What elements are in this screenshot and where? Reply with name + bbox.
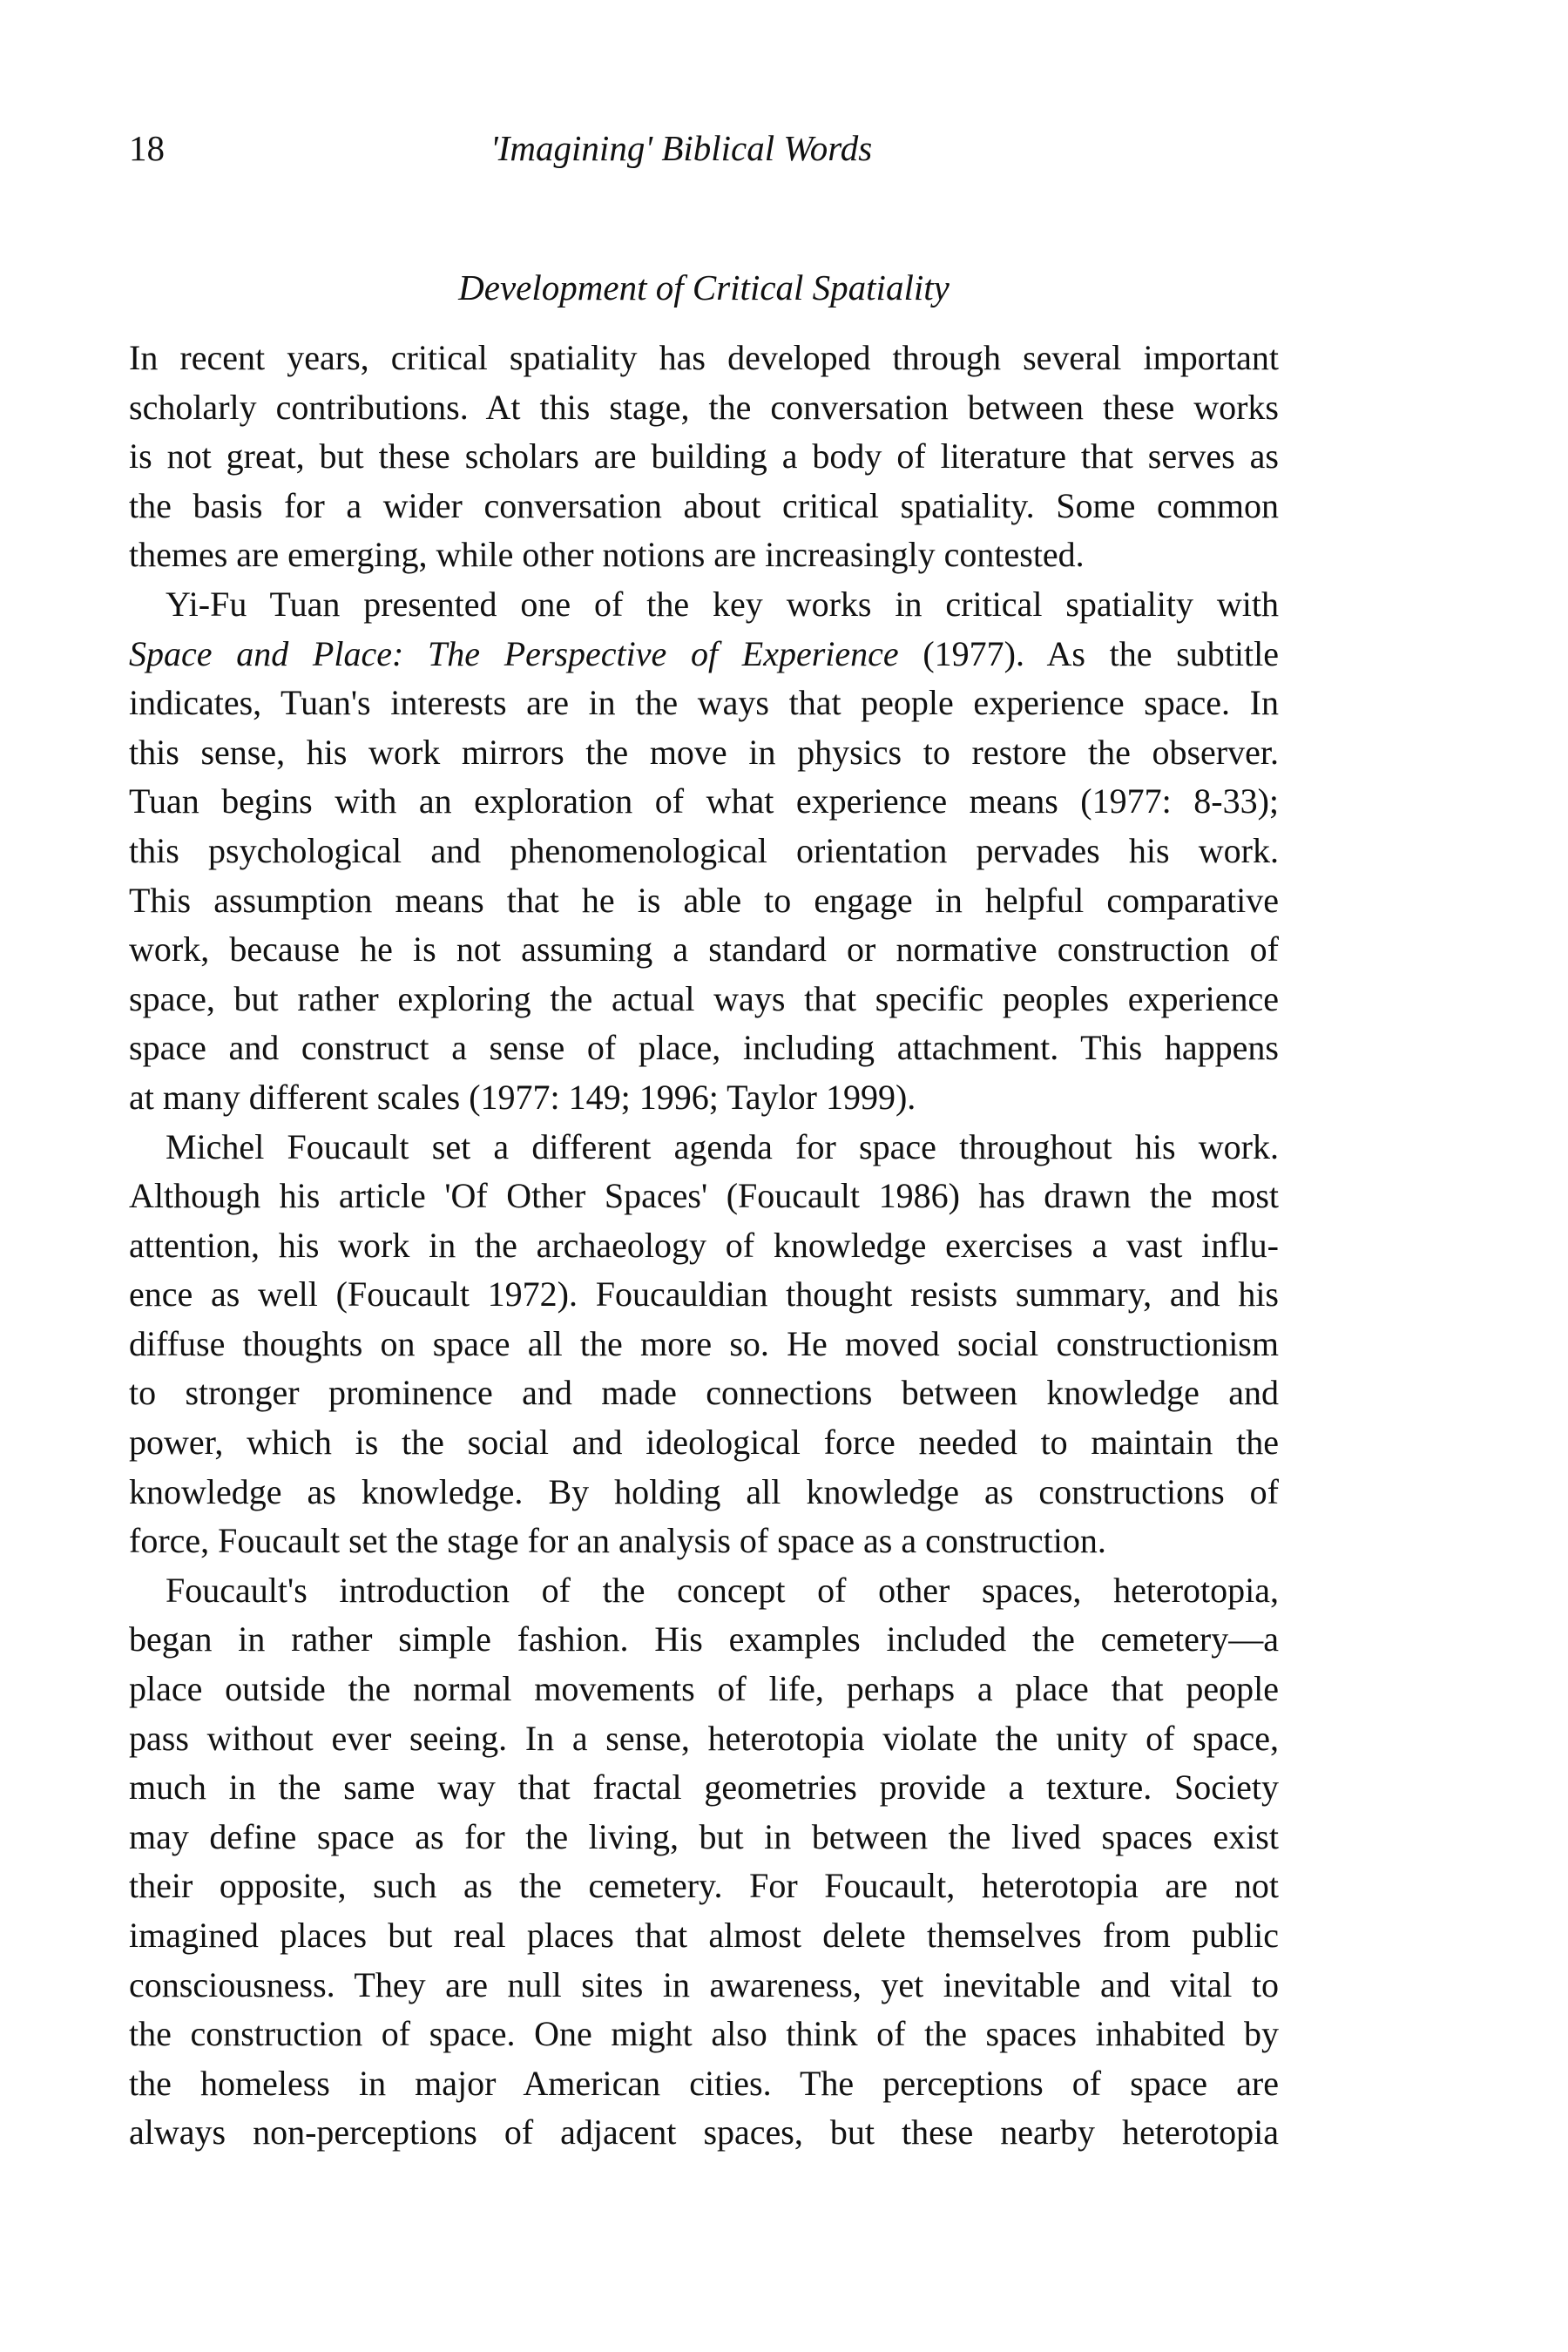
page-number: 18 [129, 128, 165, 168]
text-line: place outside the normal movements of life, perhaps a place that people [129, 1669, 1279, 1709]
text-line: ence as well (Foucault 1972). Foucauldian thought resists summary, and his [129, 1274, 1279, 1315]
text-line: Yi-Fu Tuan presented one of the key works in critical spatiality with [166, 584, 1279, 624]
text-line: Foucault's introduction of the concept of other spaces, heterotopia, [166, 1570, 1279, 1610]
text-line: scholarly contributions. At this stage, the conversation between these works [129, 387, 1279, 427]
text-line: power, which is the social and ideological force needed to maintain the [129, 1423, 1279, 1463]
text-line: diffuse thoughts on space all the more so. He moved social constructionism [129, 1323, 1279, 1363]
text-line: the construction of space. One might also think of the spaces inhabited by [129, 2014, 1279, 2054]
text-line: indicates, Tuan's interests are in the ways that people experience space. In [129, 683, 1279, 723]
text-line: In recent years, critical spatiality has developed through several important [129, 338, 1279, 377]
text-line: knowledge as knowledge. By holding all knowledge as constructions of [129, 1471, 1279, 1511]
text-line: space, but rather exploring the actual ways that specific peoples experience [129, 978, 1279, 1018]
text-line: this sense, his work mirrors the move in physics to restore the observer. [129, 732, 1279, 772]
text-line: Although his article 'Of Other Spaces' (Foucault 1986) has drawn the most [129, 1176, 1279, 1216]
book-title-after: (1977). As the subtitle [898, 633, 1279, 673]
text-line: this psychological and phenomenological orientation pervades his work. [129, 830, 1279, 870]
text-line: Tuan begins with an exploration of what experience means (1977: 8-33); [129, 781, 1279, 821]
text-line: to stronger prominence and made connections between knowledge and [129, 1373, 1279, 1413]
text-line: the basis for a wider conversation about critical spatiality. Some common [129, 485, 1279, 525]
text-line: pass without ever seeing. In a sense, heterotopia violate the unity of space, [129, 1718, 1279, 1758]
text-line: themes are emerging, while other notions are increasingly contested. [129, 535, 1085, 575]
running-title: 'Imagining' Biblical Words [490, 128, 873, 168]
text-line: force, Foucault set the stage for an analysis of space as a construction. [129, 1521, 1106, 1561]
text-line: is not great, but these scholars are building a body of literature that serves as [129, 436, 1279, 476]
body-text [129, 334, 1279, 2158]
paragraph-3 [129, 1123, 1279, 1566]
text-line: much in the same way that fractal geometries provide a texture. Society [129, 1767, 1279, 1808]
text-line-book-title [129, 630, 1279, 679]
text-line: always non-perceptions of adjacent spaces, but these nearby heterotopia [129, 2112, 1279, 2153]
paragraph-4 [129, 1566, 1279, 2158]
text-line: Michel Foucault set a different agenda for space throughout his work. [166, 1126, 1279, 1166]
text-line: began in rather simple fashion. His examples included the cemetery—a [129, 1619, 1279, 1659]
section-heading: Development of Critical Spatiality [458, 267, 950, 308]
text-line: consciousness. They are null sites in awareness, yet inevitable and vital to [129, 1964, 1279, 2004]
paragraph-2 [129, 580, 1279, 1123]
text-line: space and construct a sense of place, including attachment. This happens [129, 1028, 1279, 1068]
text-line: attention, his work in the archaeology of knowledge exercises a vast influ- [129, 1225, 1279, 1265]
text-line: imagined places but real places that almost delete themselves from public [129, 1916, 1279, 1955]
text-line: their opposite, such as the cemetery. For Foucault, heterotopia are not [129, 1866, 1279, 1906]
running-head [129, 122, 1279, 174]
text-line: may define space as for the living, but in between the lived spaces exist [129, 1816, 1279, 1856]
text-line: at many different scales (1977: 149; 1996; Taylor 1999). [129, 1077, 916, 1117]
text-line: This assumption means that he is able to engage in helpful comparative [129, 880, 1279, 920]
paragraph-1 [129, 334, 1279, 580]
text-line: work, because he is not assuming a standard or normative construction of [129, 929, 1279, 970]
text-line: the homeless in major American cities. The perceptions of space are [129, 2063, 1279, 2103]
book-title: Space and Place: The Perspective of Experience [129, 633, 899, 673]
